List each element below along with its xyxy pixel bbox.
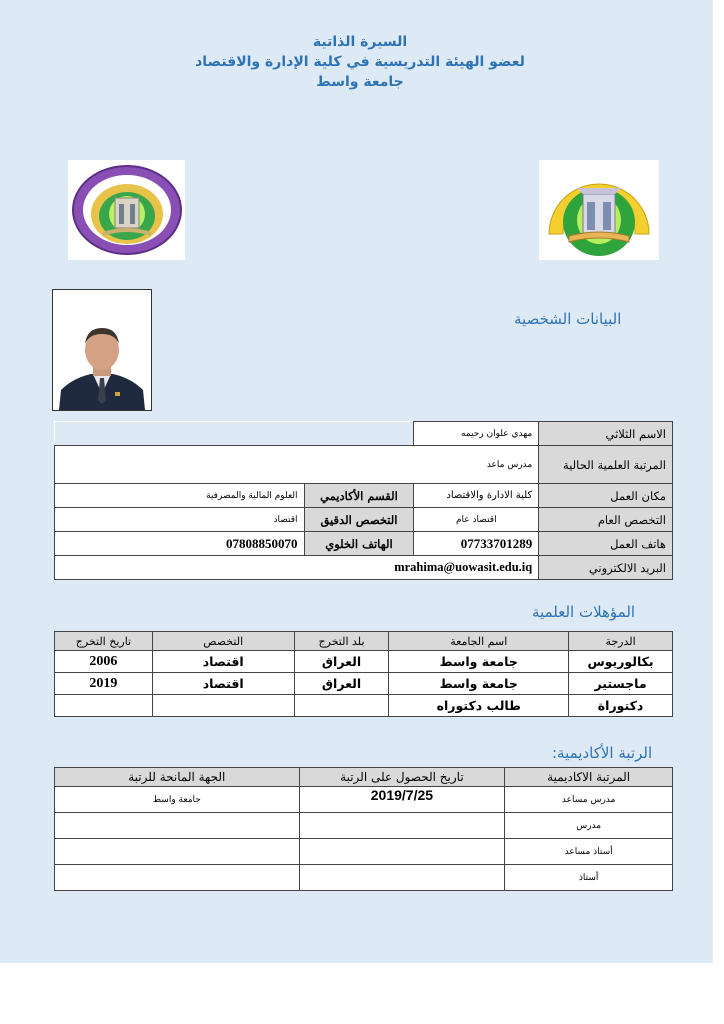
college-logo: [68, 160, 185, 260]
rank-cell: أستاذ: [505, 865, 673, 891]
department-value: العلوم المالية والمصرفية: [55, 484, 305, 508]
rank-cell: مدرس: [505, 813, 673, 839]
workplace-label: مكان العمل: [539, 484, 673, 508]
col-degree: الدرجة: [569, 632, 673, 651]
granting-body-cell: [55, 865, 300, 891]
degree-cell: بكالوريوس: [569, 651, 673, 673]
specialization-cell: اقتصاد: [152, 673, 294, 695]
country-cell: العراق: [294, 673, 389, 695]
rank-date-cell: 2019/7/25: [299, 787, 505, 813]
qualifications-header-row: [55, 632, 673, 651]
country-cell: العراق: [294, 651, 389, 673]
col-granting-body: الجهة المانحة للرتبة: [55, 768, 300, 787]
academic-rank-table: [54, 767, 673, 891]
rank-label: المرتبة العلمية الحالية: [539, 446, 673, 484]
table-row: [55, 787, 673, 813]
table-row: [55, 813, 673, 839]
university-cell: جامعة واسط: [389, 651, 569, 673]
specific-spec-value: اقتصاد: [55, 508, 305, 532]
col-rank: المرتبة الاكاديمية: [505, 768, 673, 787]
profile-photo: [52, 289, 152, 411]
row-email: [55, 556, 673, 580]
row-workplace: [55, 484, 673, 508]
graduation-date-cell: 2006: [55, 651, 153, 673]
email-value[interactable]: mrahima@uowasit.edu.iq: [55, 556, 539, 580]
granting-body-cell: جامعة واسط: [55, 787, 300, 813]
full-name-label: الاسم الثلاثي: [539, 422, 673, 446]
qualifications-table: [54, 631, 673, 717]
mobile-value: 07808850070: [55, 532, 305, 556]
university-emblem-icon: [543, 164, 655, 256]
work-phone-label: هاتف العمل: [539, 532, 673, 556]
row-full-name: [55, 422, 673, 446]
header-university: جامعة واسط: [316, 74, 404, 90]
row-specialization: [55, 508, 673, 532]
table-row: [55, 673, 673, 695]
qualifications-title: المؤهلات العلمية: [532, 603, 636, 621]
mobile-label: الهاتف الخلوي: [304, 532, 414, 556]
col-university: اسم الجامعة: [389, 632, 569, 651]
col-specialization: التخصص: [152, 632, 294, 651]
rank-cell: مدرس مساعد: [505, 787, 673, 813]
granting-body-cell: [55, 813, 300, 839]
email-label: البريد الالكتروني: [539, 556, 673, 580]
full-name-value: مهدي علوان رحيمه: [414, 422, 539, 446]
work-phone-value: 07733701289: [414, 532, 539, 556]
table-row: [55, 695, 673, 717]
rank-date-cell: [299, 839, 505, 865]
rank-date-cell: [299, 813, 505, 839]
specific-spec-label: التخصص الدقيق: [304, 508, 414, 532]
specialization-cell: [152, 695, 294, 717]
university-cell: جامعة واسط: [389, 673, 569, 695]
graduation-date-cell: [55, 695, 153, 717]
document-header: [150, 32, 570, 92]
university-logo: [539, 160, 659, 260]
header-subtitle: لعضو الهيئة التدريسية في كلية الإدارة والاقتصاد: [195, 54, 525, 70]
rank-value: مدرس ماعد: [55, 446, 539, 484]
rank-cell: أستاذ مساعد: [505, 839, 673, 865]
degree-cell: ماجستير: [569, 673, 673, 695]
degree-cell: دكتوراة: [569, 695, 673, 717]
row-rank: [55, 446, 673, 484]
personal-info-table: [54, 421, 673, 580]
empty-cell: [55, 422, 414, 446]
granting-body-cell: [55, 839, 300, 865]
department-label: القسم الأكاديمي: [304, 484, 414, 508]
person-portrait-icon: [53, 290, 151, 410]
general-spec-value: اقتصاد عام: [414, 508, 539, 532]
col-rank-date: تاريخ الحصول على الرتبة: [299, 768, 505, 787]
graduation-date-cell: 2019: [55, 673, 153, 695]
col-country: بلد التخرج: [294, 632, 389, 651]
specialization-cell: اقتصاد: [152, 651, 294, 673]
table-row: [55, 839, 673, 865]
general-spec-label: التخصص العام: [539, 508, 673, 532]
college-emblem-icon: [71, 164, 183, 256]
personal-info-title: البيانات الشخصية: [514, 310, 622, 328]
university-cell: طالب دكتوراه: [389, 695, 569, 717]
table-row: [55, 651, 673, 673]
table-row: [55, 865, 673, 891]
workplace-value: كلية الادارة والاقتصاد: [414, 484, 539, 508]
academic-rank-title: الرتبة الأكاديمية:: [552, 744, 653, 762]
academic-rank-header-row: [55, 768, 673, 787]
col-graduation-date: تاريخ التخرج: [55, 632, 153, 651]
rank-date-cell: [299, 865, 505, 891]
country-cell: [294, 695, 389, 717]
header-title: السيرة الذاتية: [312, 34, 408, 50]
row-phone: [55, 532, 673, 556]
